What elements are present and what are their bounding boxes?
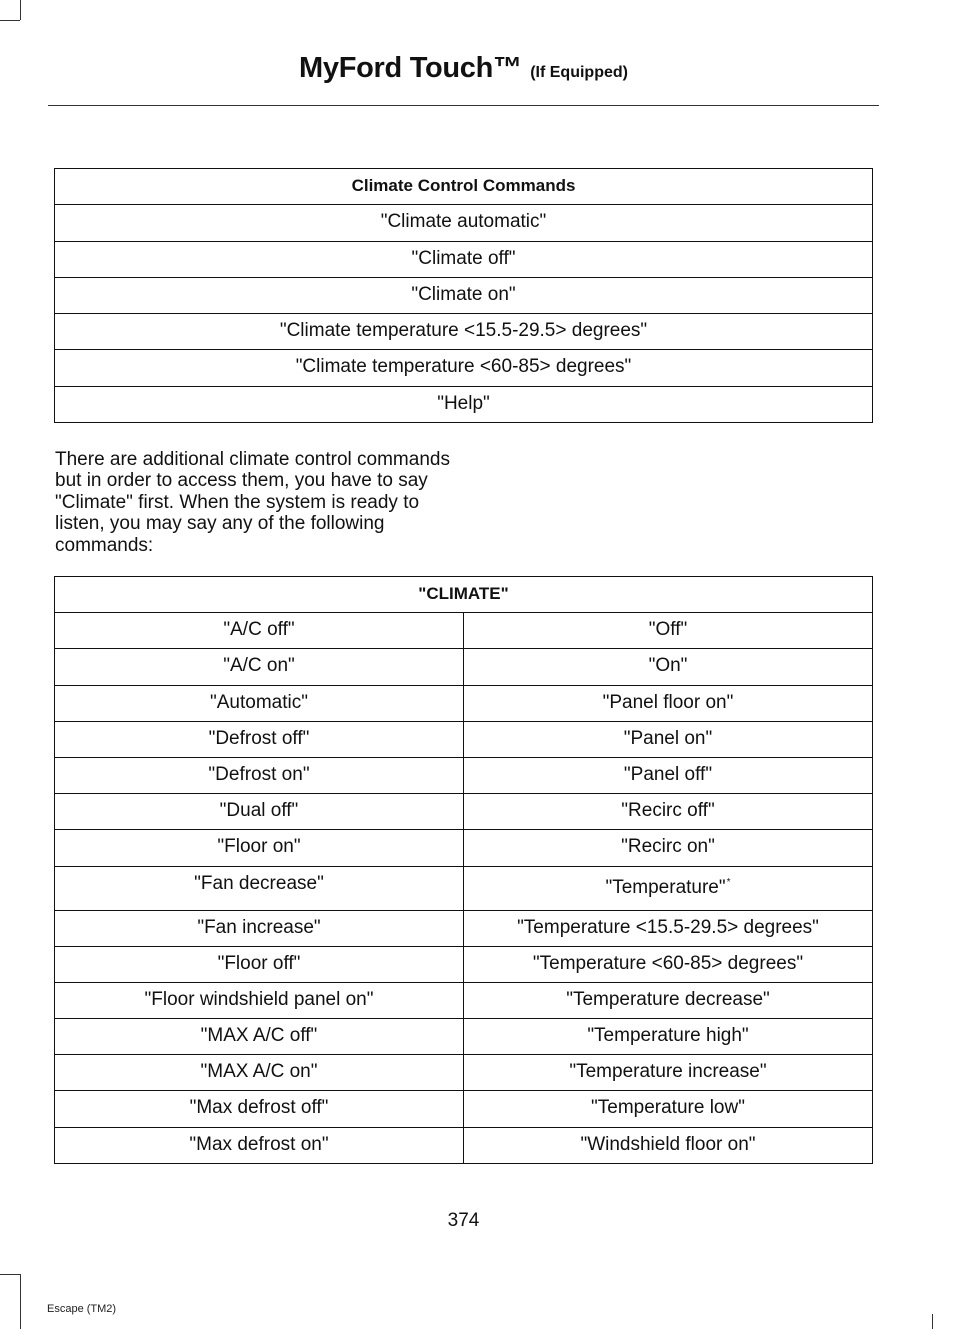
- table-cell: "Defrost on": [55, 757, 464, 793]
- table-cell: "A/C on": [55, 649, 464, 685]
- table-cell: "Panel floor on": [464, 685, 873, 721]
- table-cell: "Fan increase": [55, 910, 464, 946]
- cell-text: "Temperature": [605, 876, 726, 898]
- table-cell: "Temperature increase": [464, 1055, 873, 1091]
- climate-control-commands-table: [54, 168, 873, 423]
- table-cell: "Off": [464, 613, 873, 649]
- crop-mark: [20, 0, 21, 20]
- table-row: "Climate temperature <15.5-29.5> degrees": [55, 314, 873, 350]
- crop-mark: [20, 1274, 21, 1329]
- crop-mark: [0, 20, 20, 21]
- table-cell: "Recirc on": [464, 830, 873, 866]
- table-cell: "Automatic": [55, 685, 464, 721]
- climate-commands-table: [54, 576, 873, 1164]
- table-cell: "Temperature <15.5-29.5> degrees": [464, 910, 873, 946]
- table-cell: "Temperature high": [464, 1019, 873, 1055]
- table-row: "Climate automatic": [55, 205, 873, 241]
- table-row: "Help": [55, 386, 873, 422]
- page-title: MyFord Touch™: [299, 52, 522, 84]
- table-heading: "CLIMATE": [55, 577, 873, 613]
- table-cell: "Dual off": [55, 794, 464, 830]
- table-cell: "Floor off": [55, 946, 464, 982]
- table-cell: "Temperature low": [464, 1091, 873, 1127]
- table-cell: "Temperature <60-85> degrees": [464, 946, 873, 982]
- footer-label: Escape (TM2): [47, 1303, 117, 1315]
- table-cell: "Fan decrease": [55, 866, 464, 910]
- table-cell: "MAX A/C on": [55, 1055, 464, 1091]
- page-subtitle: (If Equipped): [530, 64, 628, 81]
- table-cell: "Windshield floor on": [464, 1127, 873, 1163]
- table-cell: "Recirc off": [464, 794, 873, 830]
- table-row: "Climate temperature <60-85> degrees": [55, 350, 873, 386]
- table-cell: [464, 866, 873, 910]
- page-number: 374: [447, 1210, 480, 1231]
- table-cell: "Floor windshield panel on": [55, 982, 464, 1018]
- table-cell: "Panel off": [464, 757, 873, 793]
- table-cell: "A/C off": [55, 613, 464, 649]
- table-heading: Climate Control Commands: [55, 169, 873, 205]
- table-cell: "Floor on": [55, 830, 464, 866]
- table-row: "Climate off": [55, 241, 873, 277]
- crop-mark: [0, 1274, 20, 1275]
- table-cell: "Defrost off": [55, 721, 464, 757]
- table-cell: "Max defrost off": [55, 1091, 464, 1127]
- footnote-mark: *: [726, 876, 731, 888]
- crop-mark: [932, 1314, 933, 1329]
- intro-paragraph: There are additional climate control commands but in order to access them, you have to say "Climate" first. When the system is ready to listen, you may say any of the following commands:: [55, 449, 450, 556]
- table-cell: "Max defrost on": [55, 1127, 464, 1163]
- page-header: [48, 52, 879, 106]
- table-cell: "Temperature decrease": [464, 982, 873, 1018]
- table-cell: "On": [464, 649, 873, 685]
- table-cell: "MAX A/C off": [55, 1019, 464, 1055]
- table-row: "Climate on": [55, 277, 873, 313]
- table-cell: "Panel on": [464, 721, 873, 757]
